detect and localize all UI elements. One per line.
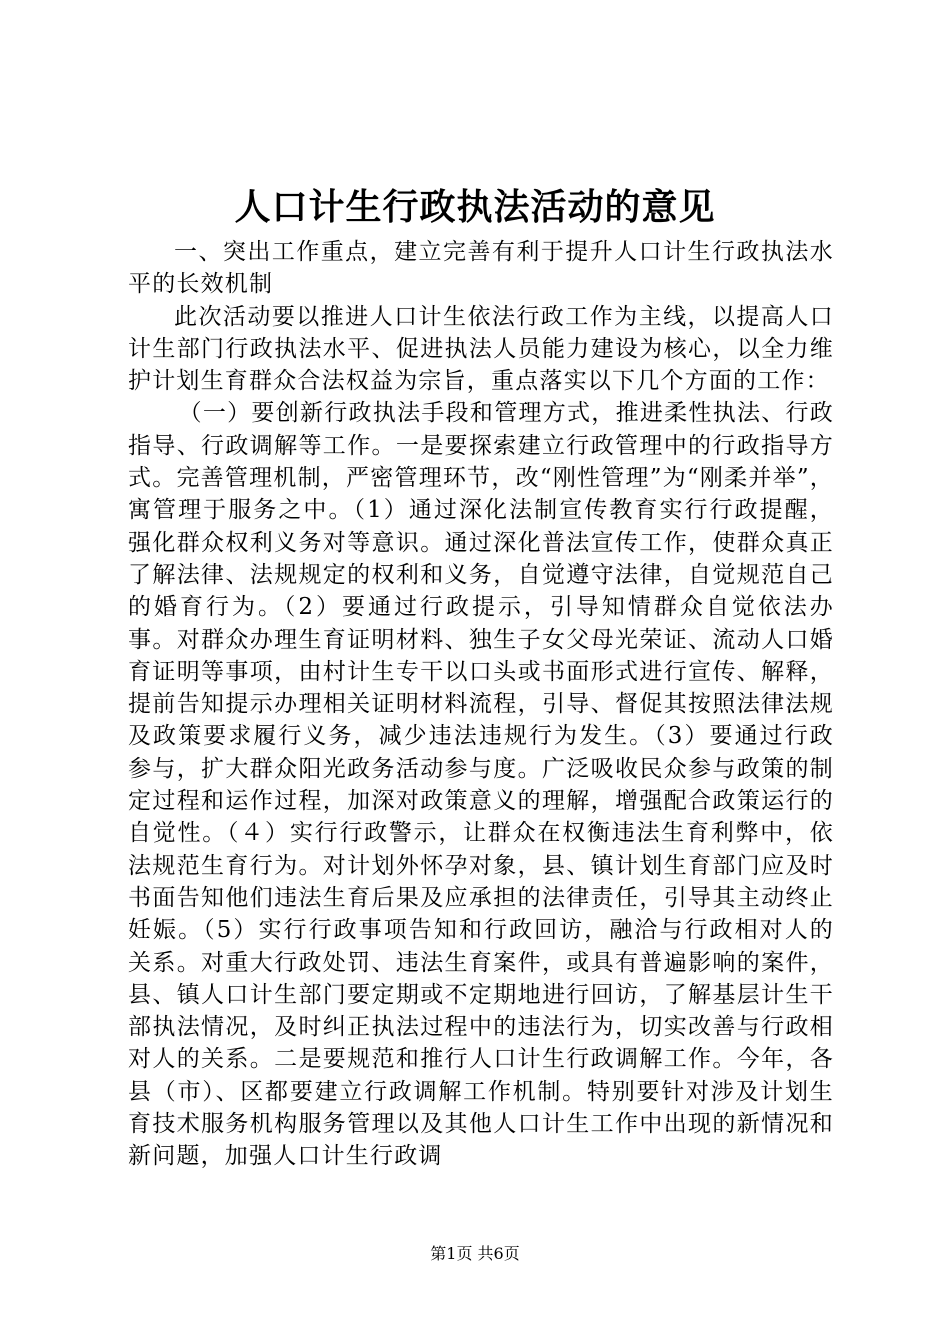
section-heading: 一、突出工作重点，建立完善有利于提升人口计生行政执法水平的长效机制 — [128, 239, 834, 298]
intro-paragraph: 此次活动要以推进人口计生依法行政工作为主线，以提高人口计生部门行政执法水平、促进执法人员能力建设为核心，以全力维护计划生育群众合法权益为宗旨，重点落实以下几个方面的工作： — [128, 303, 834, 395]
document-body — [128, 236, 834, 1173]
page-footer: 第1页 共6页 — [430, 1244, 520, 1263]
body-paragraph: （一）要创新行政执法手段和管理方式，推进柔性执法、行政指导、行政调解等工作。一是要探索建立行政管理中的行政指导方式。完善管理机制，严密管理环节，改“刚性管理”为“刚柔并举”，寓管理于服务之中。（1）通过深化法制宣传教育实行行政提醒，强化群众权利义务对等意识。通过深化普法宣传工作，使群众真正了解法律、法规规定的权利和义务，自觉遵守法律，自觉规范自己的婚育行为。（2）要通过行政提示，引导知情群众自觉依法办事。对群众办理生育证明材料、独生子女父母光荣证、流动人口婚育证明等事项，由村计生专干以口头或书面形式进行宣传、解释，提前告知提示办理相关证明材料流程，引导、督促其按照法律法规及政策要求履行义务，减少违法违规行为发生。（3）要通过行政参与，扩大群众阳光政务活动参与度。广泛吸收民众参与政策的制定过程和运作过程，加深对政策意义的理解，增强配合政策运行的自觉性。（４）实行行政警示，让群众在权衡违法生育利弊中，依法规范生育行为。对计划外怀孕对象，县、镇计划生育部门应及时书面告知他们违法生育后果及应承担的法律责任，引导其主动终止妊娠。（5）实行行政事项告知和行政回访，融洽与行政相对人的关系。对重大行政处罚、违法生育案件，或具有普遍影响的案件，县、镇人口计生部门要定期或不定期地进行回访，了解基层计生干部执法情况，及时纠正执法过程中的违法行为，切实改善与行政相对人的关系。二是要规范和推行人口计生行政调解工作。今年，各县（市）、区都要建立行政调解工作机制。特别要针对涉及计划生育技术服务机构服务管理以及其他人口计生工作中出现的新情况和新问题，加强人口计生行政调 — [128, 400, 834, 1170]
document-title: 人口计生行政执法活动的意见 — [234, 186, 716, 228]
